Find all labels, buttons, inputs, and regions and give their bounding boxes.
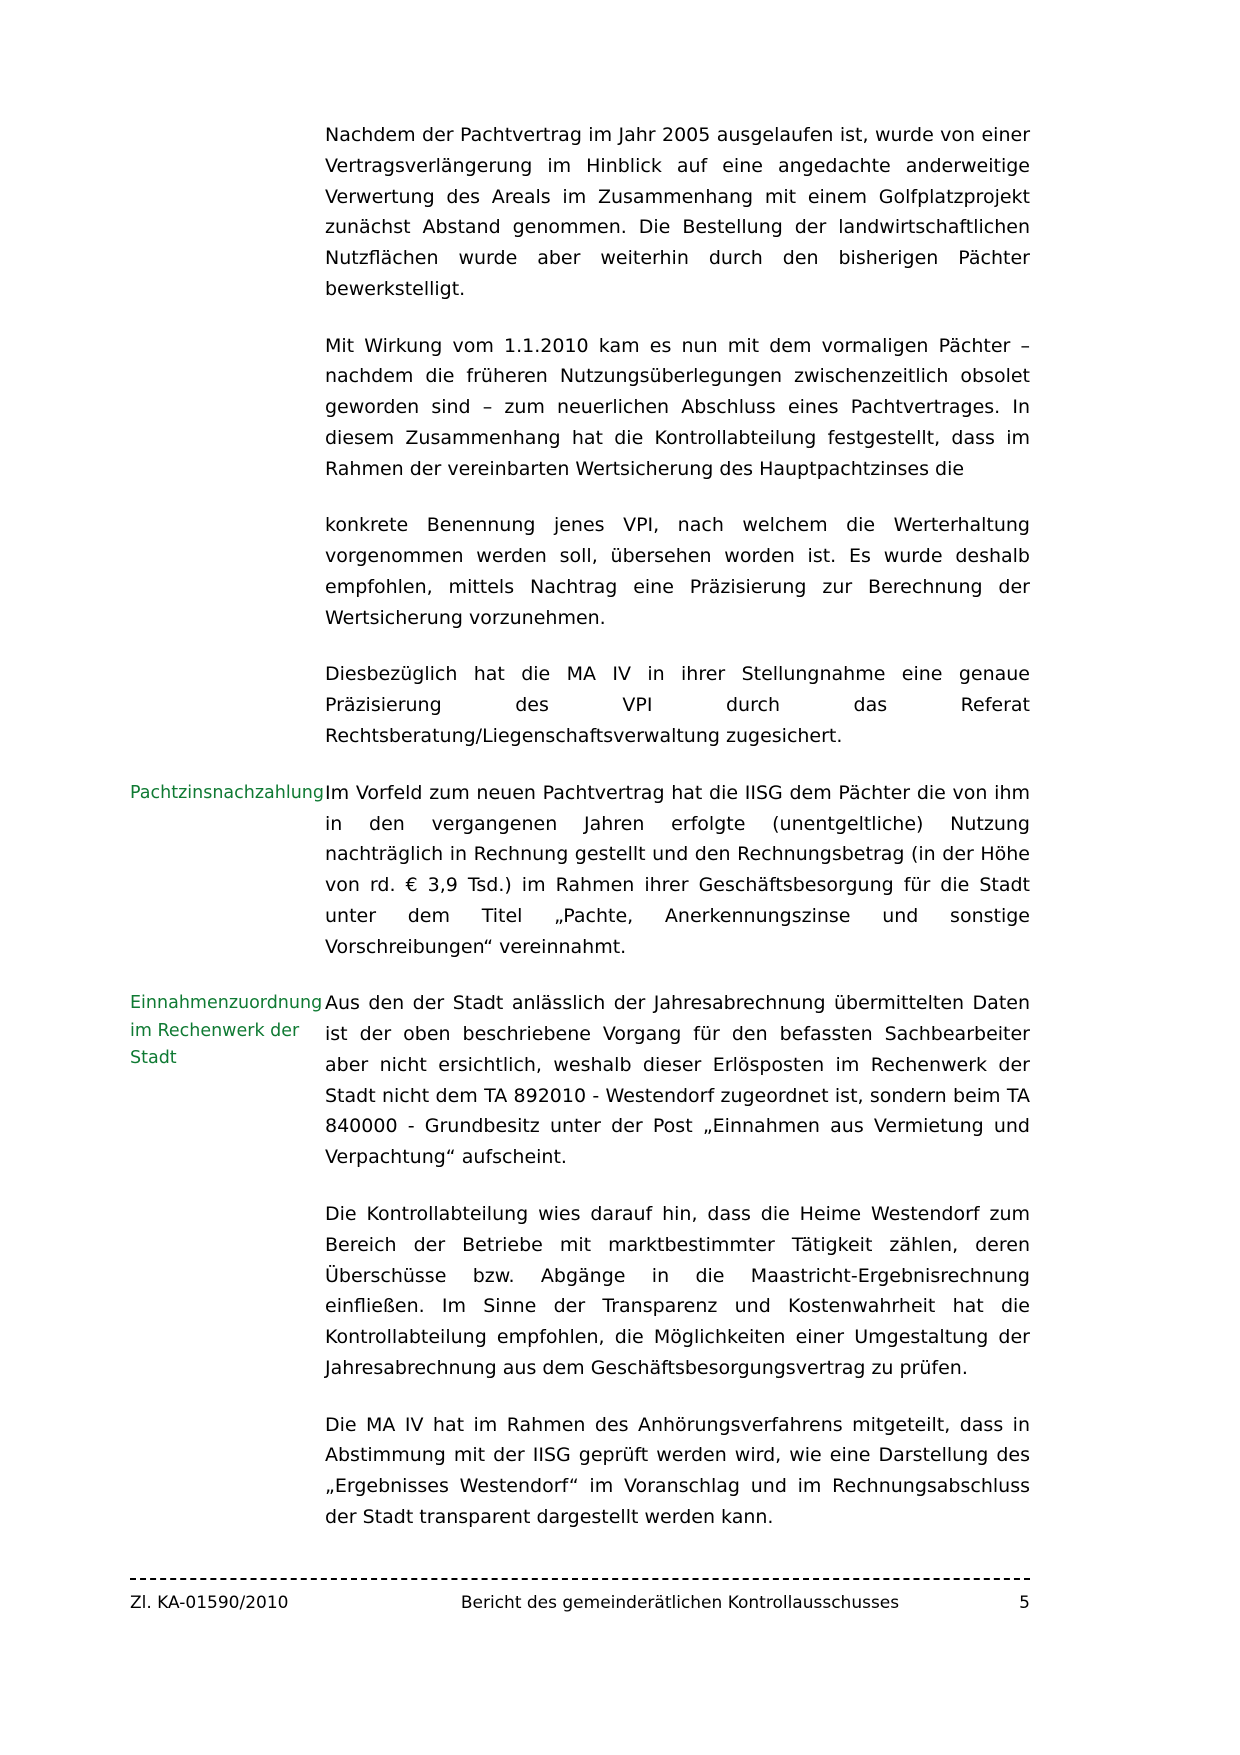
footer-row	[130, 1593, 1030, 1613]
document-body	[130, 120, 1030, 1559]
paragraph: Aus den der Stadt anlässlich der Jahresabrechnung übermittelten Daten ist der oben beschriebene Vorgang für den befassten Sachbearbeiter aber nicht ersichtlich, weshalb dieser Erlösposten im Rechenwerk der Stadt nicht dem TA 892010 - Westendorf zugeordnet ist, sondern beim TA 840000 - Grundbesitz unter der Post „Einnahmen aus Vermietung und Verpachtung“ aufscheint.	[325, 992, 1030, 1169]
margin-note	[130, 120, 325, 122]
paragraph: Im Vorfeld zum neuen Pachtvertrag hat die IISG dem Pächter die von ihm in den vergangenen Jahren erfolgte (unentgeltliche) Nutzung nachträglich in Rechnung gestellt und den Rechnungsbetrag (in der Höhe von rd. € 3,9 Tsd.) im Rahmen ihrer Geschäftsbesorgung für die Stadt unter dem Titel „Pachte, Anerkennungszinse und sonstige Vorschreibungen“ vereinnahmt.	[325, 781, 1030, 958]
footer-title: Bericht des gemeinderätlichen Kontrollausschusses	[460, 1593, 900, 1613]
margin-note-einnahmenzuordnung: Einnahmenzuordnung im Rechenwerk der Stadt	[130, 993, 323, 1068]
body-column	[325, 778, 1030, 963]
content-block	[130, 120, 1030, 752]
body-column	[325, 120, 1030, 752]
content-block	[130, 988, 1030, 1532]
footer-reference: Zl. KA-01590/2010	[130, 1593, 289, 1613]
footer-page-number: 5	[1019, 1593, 1030, 1613]
page-footer	[130, 1578, 1030, 1613]
margin-note-pachtzinsnachzahlung: Pachtzinsnachzahlung	[130, 782, 325, 803]
paragraph: Mit Wirkung vom 1.1.2010 kam es nun mit dem vormaligen Pächter – nachdem die früheren Nutzungsüberlegungen zwischenzeitlich obsolet geworden sind – zum neuerlichen Abschluss eines Pachtvertrages. In diesem Zusammenhang hat die Kontrollabteilung festgestellt, dass im Rahmen der vereinbarten Wertsicherung des Hauptpachtzinses die	[325, 334, 1030, 480]
paragraph: Die MA IV hat im Rahmen des Anhörungsverfahrens mitgeteilt, dass in Abstimmung mit der IISG geprüft werden wird, wie eine Darstellung des „Ergebnisses Westendorf“ im Voranschlag und im Rechnungsabschluss der Stadt transparent dargestellt werden kann.	[325, 1413, 1030, 1528]
paragraph: konkrete Benennung jenes VPI, nach welchem die Werterhaltung vorgenommen werden soll, übersehen worden ist. Es wurde deshalb empfohlen, mittels Nachtrag eine Präzisierung zur Berechnung der Wertsicherung vorzunehmen.	[325, 514, 1030, 629]
paragraph: Diesbezüglich hat die MA IV in ihrer Stellungnahme eine genaue Präzisierung des VPI durch das Referat Rechtsberatung/Liegenschaftsverwaltung zugesichert.	[325, 663, 1030, 748]
body-column	[325, 988, 1030, 1532]
footer-divider	[130, 1578, 1030, 1580]
paragraph: Nachdem der Pachtvertrag im Jahr 2005 ausgelaufen ist, wurde von einer Vertragsverlängerung im Hinblick auf eine angedachte anderweitige Verwertung des Areals im Zusammenhang mit einem Golfplatzprojekt zunächst Abstand genommen. Die Bestellung der landwirtschaftlichen Nutzflächen wurde aber weiterhin durch den bisherigen Pächter bewerkstelligt.	[325, 124, 1030, 300]
content-block	[130, 778, 1030, 963]
paragraph: Die Kontrollabteilung wies darauf hin, dass die Heime Westendorf zum Bereich der Betriebe mit marktbestimmter Tätigkeit zählen, deren Überschüsse bzw. Abgänge in die Maastricht-Ergebnisrechnung einfließen. Im Sinne der Transparenz und Kostenwahrheit hat die Kontrollabteilung empfohlen, die Möglichkeiten einer Umgestaltung der Jahresabrechnung aus dem Geschäftsbesorgungsvertrag zu prüfen.	[325, 1202, 1030, 1379]
